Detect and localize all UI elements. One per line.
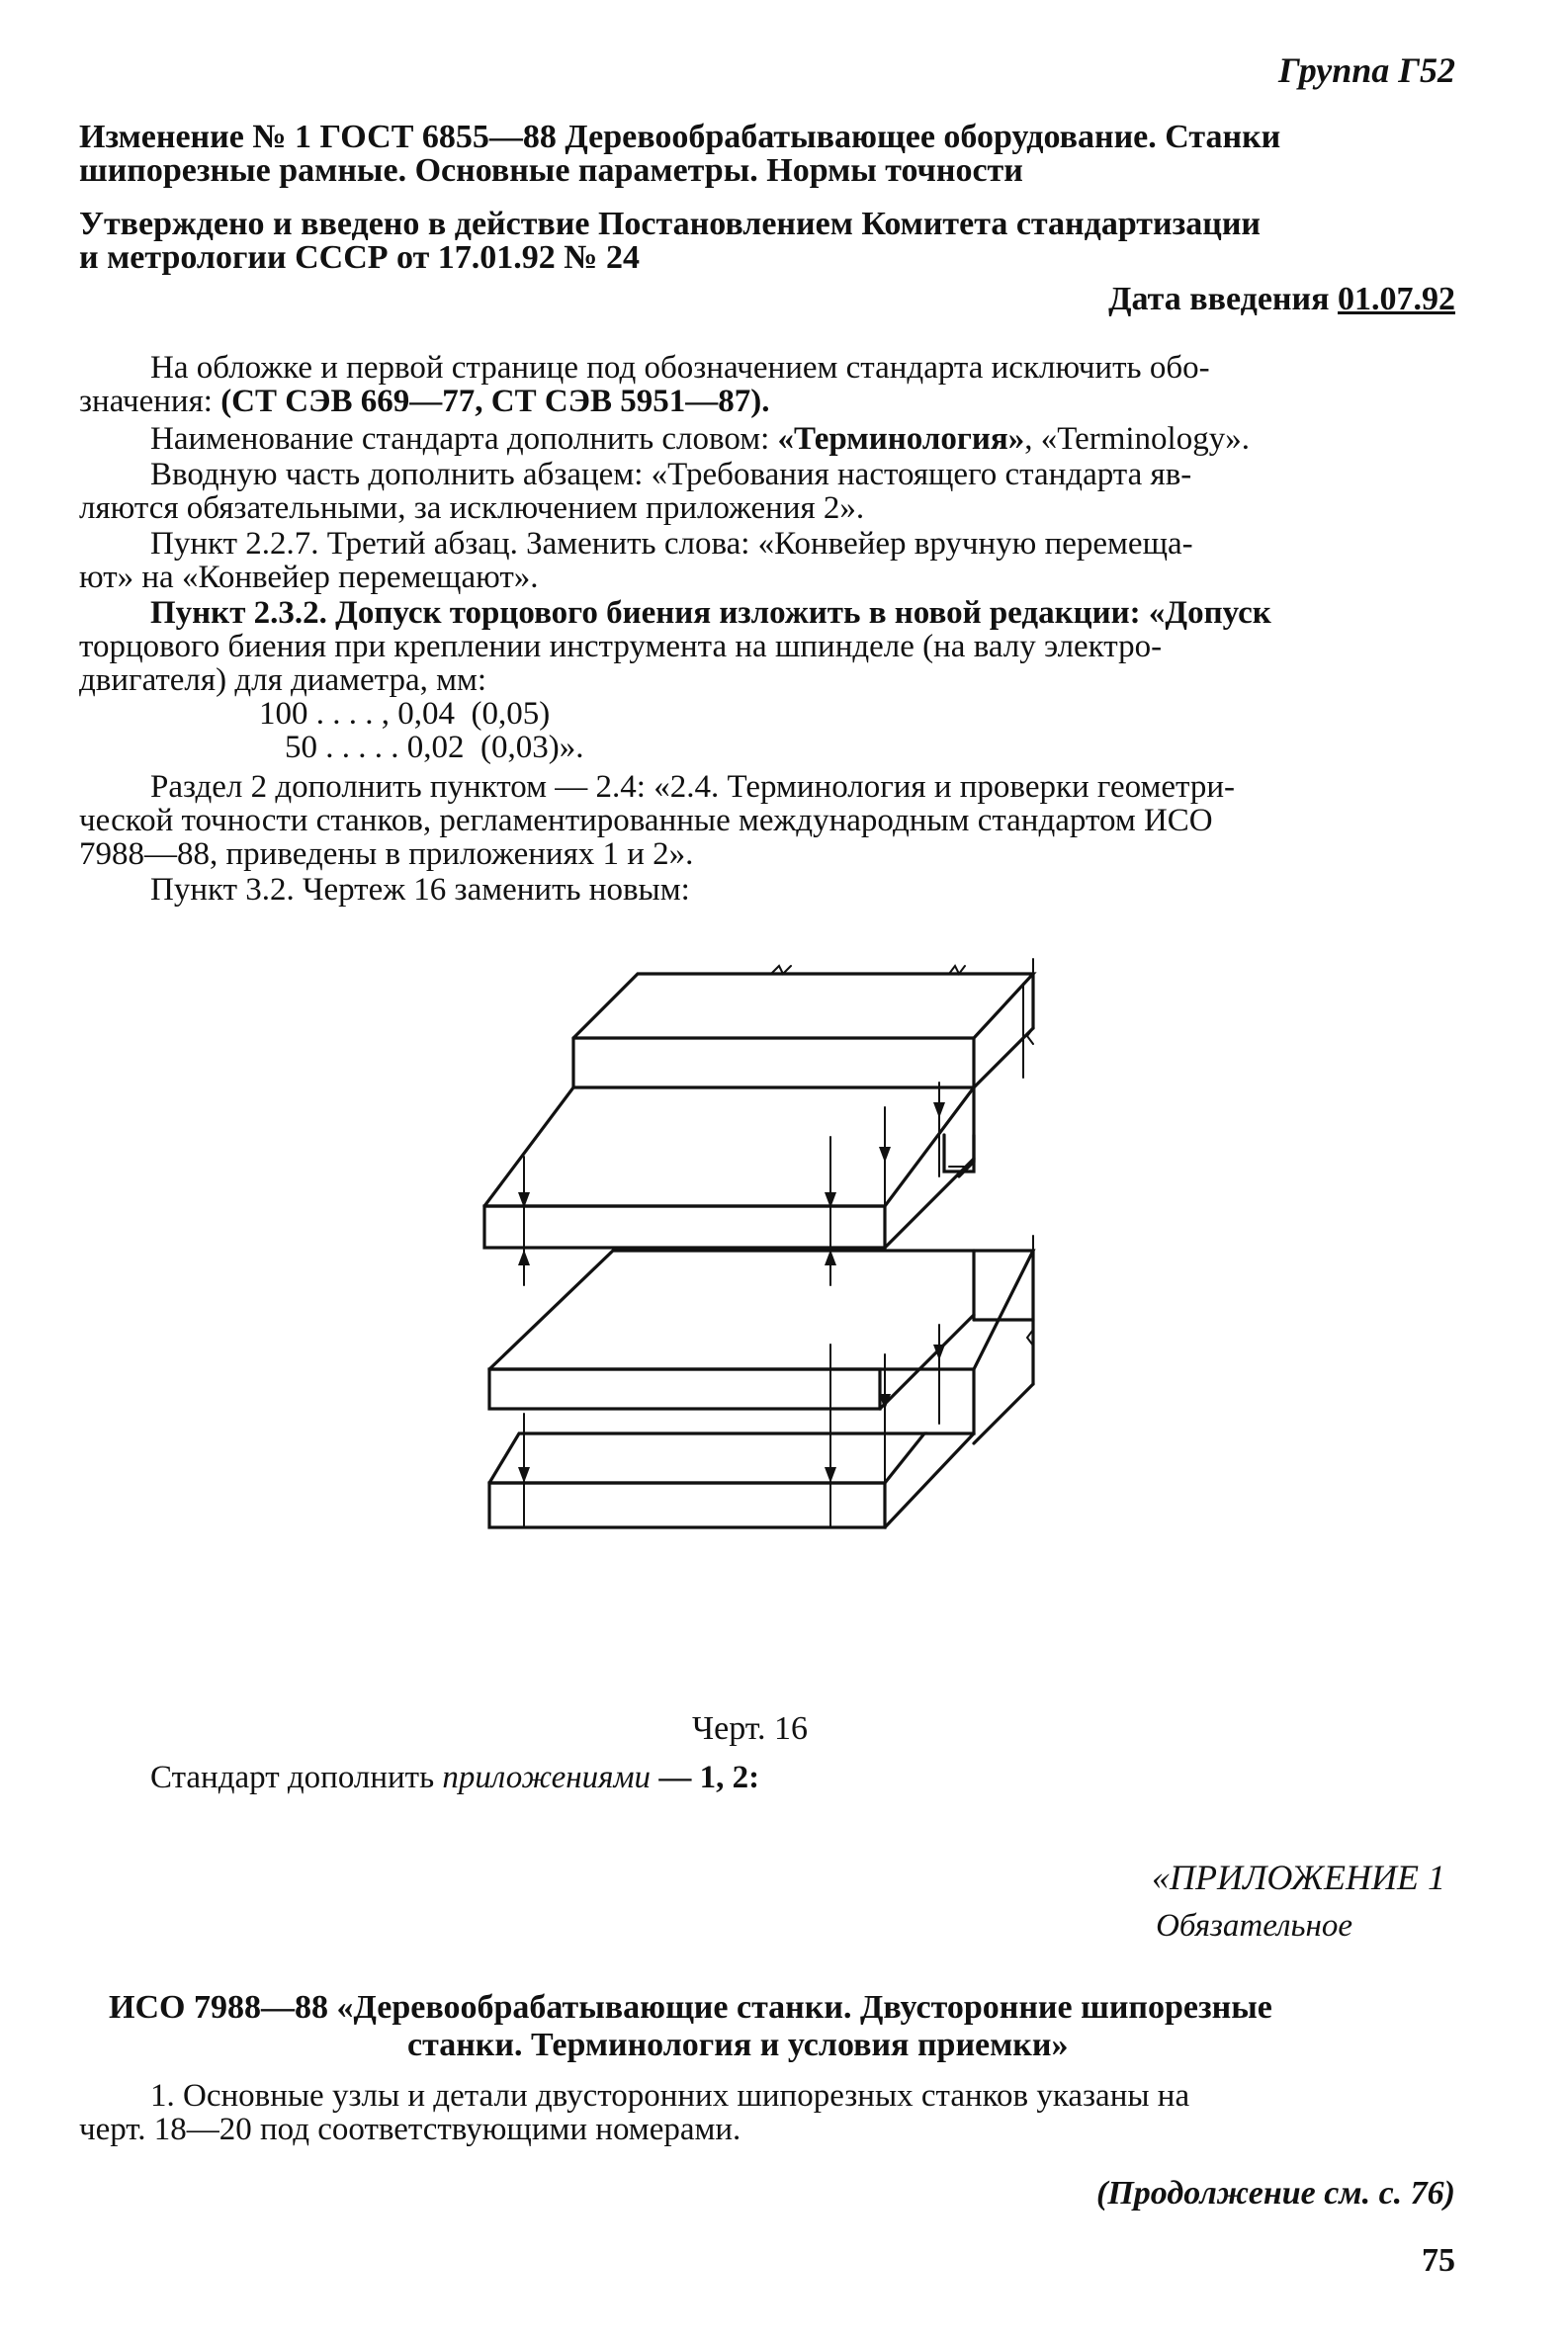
para-4-line-2: ют» на «Конвейер перемещают». [79,560,539,595]
para-6-line-3: 7988—88, приведены в приложениях 1 и 2». [79,836,694,872]
effective-date [1108,279,1455,320]
appendix-para-1-line-2: черт. 18—20 под соответствующими номерами. [79,2112,741,2147]
group-code: Группа Г52 [1277,50,1455,90]
effective-date-label: Дата введения [1108,281,1330,317]
approval-line-1: Утверждено и введено в действие Постановлением Комитета стандартизации [79,206,1262,242]
para-3-line-1: Вводную часть дополнить абзацем: «Требования настоящего стандарта яв- [150,457,1192,492]
para-6-line-1: Раздел 2 дополнить пунктом — 2.4: «2.4. Терминология и проверки геометри- [150,769,1236,805]
para-8-appendices: приложениями [442,1760,652,1795]
appendix-para-1-line-1: 1. Основные узлы и детали двусторонних шипорезных станков указаны на [150,2078,1190,2114]
upper-gauges [518,984,1023,1285]
effective-date-value: 01.07.92 [1338,281,1455,317]
para-1-designations: (СТ СЭВ 669—77, СТ СЭВ 5951—87). [220,384,770,419]
appendix-label: «ПРИЛОЖЕНИЕ 1 [1152,1858,1445,1897]
para-7: Пункт 3.2. Чертеж 16 заменить новым: [150,872,690,908]
upper-top-plate [573,974,1033,1087]
para-1-line-2 [79,382,770,421]
page-number: 75 [1422,2242,1455,2279]
appendix-status: Обязательное [1156,1908,1352,1944]
para-5-line-1: Пункт 2.3.2. Допуск торцового биения изложить в новой редакции: «Допуск [150,595,1271,631]
para-2-term: «Терминология» [777,421,1025,457]
continuation-note: (Продолжение см. с. 76) [1096,2175,1455,2212]
lower-gauges [518,1325,945,1527]
para-5-line-2: торцового биения при креплении инструмента на шпинделе (на валу электро- [79,629,1163,664]
amendment-title-line-1: Изменение № 1 ГОСТ 6855—88 Деревообрабатывающее оборудование. Станки [79,119,1281,155]
para-5-line-3: двигателя) для диаметра, мм: [79,662,487,698]
para-8 [150,1758,759,1797]
drawing-16 [455,944,1068,1695]
para-4-line-1: Пункт 2.2.7. Третий абзац. Заменить слова: «Конвейер вручную перемеща- [150,526,1193,562]
upper-lower-plate [484,1087,974,1248]
para-6-line-2: ческой точности станков, регламентированные международным стандартом ИСО [79,803,1213,838]
approval-line-2: и метрологии СССР от 17.01.92 № 24 [79,239,640,276]
para-2 [150,419,1250,459]
appendix-title-line-1: ИСО 7988—88 «Деревообрабатывающие станки. Двусторонние шипорезные [109,1989,1272,2026]
lower-bottom-plate [489,1369,1033,1527]
para-2-term-en: , «Terminology». [1024,421,1250,457]
para-2-text: Наименование стандарта дополнить словом: [150,421,778,457]
drawing-caption: Черт. 16 [692,1710,809,1747]
para-1-line-1: На обложке и первой странице под обозначением стандарта исключить обо- [150,350,1210,386]
upper-break-marks [771,959,1033,1044]
para-1-text: значения: [79,384,221,419]
para-3-line-2: ляются обязательными, за исключением приложения 2». [79,490,865,526]
amendment-title-line-2: шипорезные рамные. Основные параметры. Нормы точности [79,152,1023,189]
appendix-title-line-2: станки. Терминология и условия приемки» [407,2027,1069,2063]
para-8-text: Стандарт дополнить [150,1760,443,1795]
para-8-numbers: — 1, 2: [651,1760,760,1795]
tolerance-row-100: 100 . . . . , 0,04 (0,05) [259,696,551,732]
lower-top-plate [489,1251,1033,1409]
tolerance-row-50: 50 . . . . . 0,02 (0,03)». [285,730,584,765]
